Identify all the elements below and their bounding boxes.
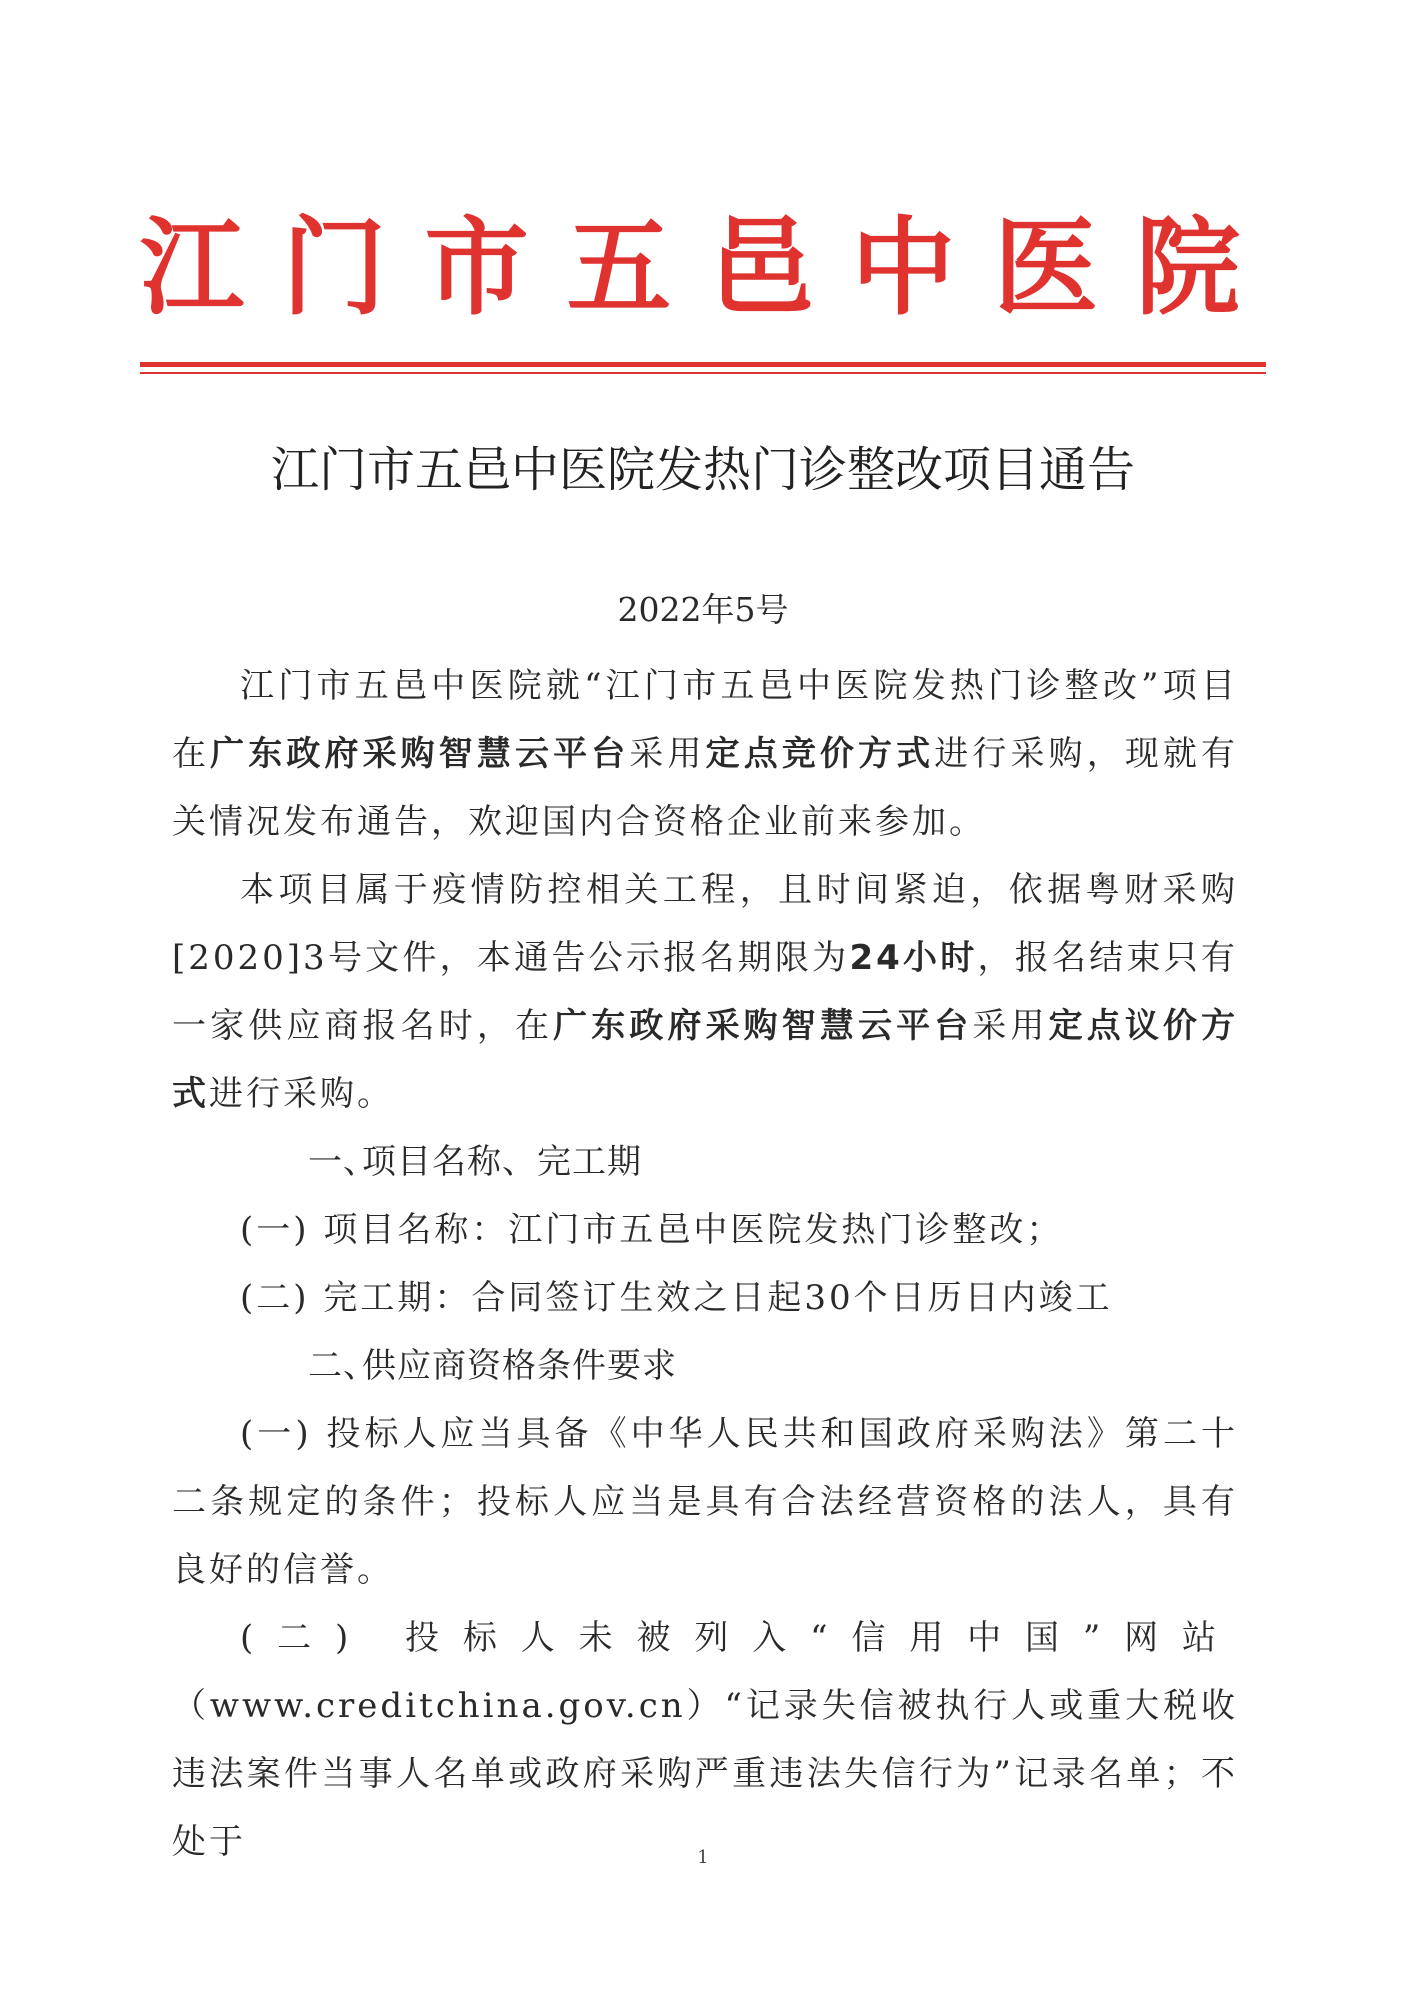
letterhead-char: 邑 <box>709 204 814 331</box>
letterhead-char: 江 <box>140 204 245 331</box>
page-number: 1 <box>697 1847 709 1868</box>
basis-platform-bold: 广东政府采购智慧云平台 <box>553 1006 973 1046</box>
section-1-title: 项目名称、完工期 <box>362 1142 642 1182</box>
section-2-number: 二、 <box>308 1346 378 1386</box>
section-2-item-2-rest: （www.creditchina.gov.cn）“记录失信被执行人或重大税收违法案件当事人名单或政府采购严重违法失信行为”记录名单；不处于 <box>172 1686 1238 1862</box>
basis-paragraph <box>172 856 1238 1128</box>
section-2-title: 供应商资格条件要求 <box>362 1346 677 1386</box>
basis-text-4: 进行采购。 <box>209 1074 394 1114</box>
intro-text-2: 采用 <box>629 734 706 774</box>
basis-period-bold: 24小时 <box>849 938 978 978</box>
letterhead <box>140 204 1240 331</box>
document-body <box>172 652 1238 1876</box>
intro-text-3: 进行采购，现就有关情况发布通告，欢迎国内合资格企业前来参加。 <box>172 734 1239 842</box>
section-1-item-2: (二) 完工期：合同签订生效之日起30个日历日内竣工 <box>240 1278 1113 1318</box>
document-title: 江门市五邑中医院发热门诊整改项目通告 <box>270 442 1135 498</box>
basis-method-bold: 定点议价方式 <box>172 1006 1239 1114</box>
basis-text-3: 采用 <box>972 1006 1049 1046</box>
section-1-number: 一、 <box>308 1142 378 1182</box>
basis-text-2: ，报名结束只有一家供应商报名时，在 <box>172 938 1238 1046</box>
letterhead-char: 中 <box>851 204 956 331</box>
section-2-heading <box>172 1332 1238 1400</box>
intro-platform-bold: 广东政府采购智慧云平台 <box>210 734 630 774</box>
letterhead-char: 医 <box>993 204 1098 331</box>
letterhead-char: 院 <box>1135 204 1240 331</box>
section-1-heading <box>172 1128 1238 1196</box>
letterhead-rule-thick <box>140 362 1266 367</box>
letterhead-char: 五 <box>566 204 671 331</box>
letterhead-rule-thin <box>140 372 1266 374</box>
section-2-item-1: (一) 投标人应当具备《中华人民共和国政府采购法》第二十二条规定的条件；投标人应当是具有合法经营资格的法人，具有良好的信誉。 <box>172 1414 1238 1590</box>
intro-text-1: 江门市五邑中医院就“江门市五邑中医院发热门诊整改”项目在 <box>172 666 1238 774</box>
intro-method-bold: 定点竞价方式 <box>705 734 935 774</box>
section-1-item-1: (一) 项目名称：江门市五邑中医院发热门诊整改； <box>240 1210 1064 1250</box>
section-2-item-2 <box>172 1604 1238 1876</box>
section-2-item-2-lead: (二) 投标人未被列入“信用中国”网站 <box>240 1618 1238 1658</box>
intro-paragraph <box>172 652 1238 856</box>
basis-text-1: 本项目属于疫情防控相关工程，且时间紧迫，依据粤财采购[2020]3号文件，本通告公示报名期限为 <box>172 870 1238 978</box>
document-number: 2022年5号 <box>617 590 789 629</box>
letterhead-char: 门 <box>282 204 387 331</box>
letterhead-char: 市 <box>424 204 529 331</box>
